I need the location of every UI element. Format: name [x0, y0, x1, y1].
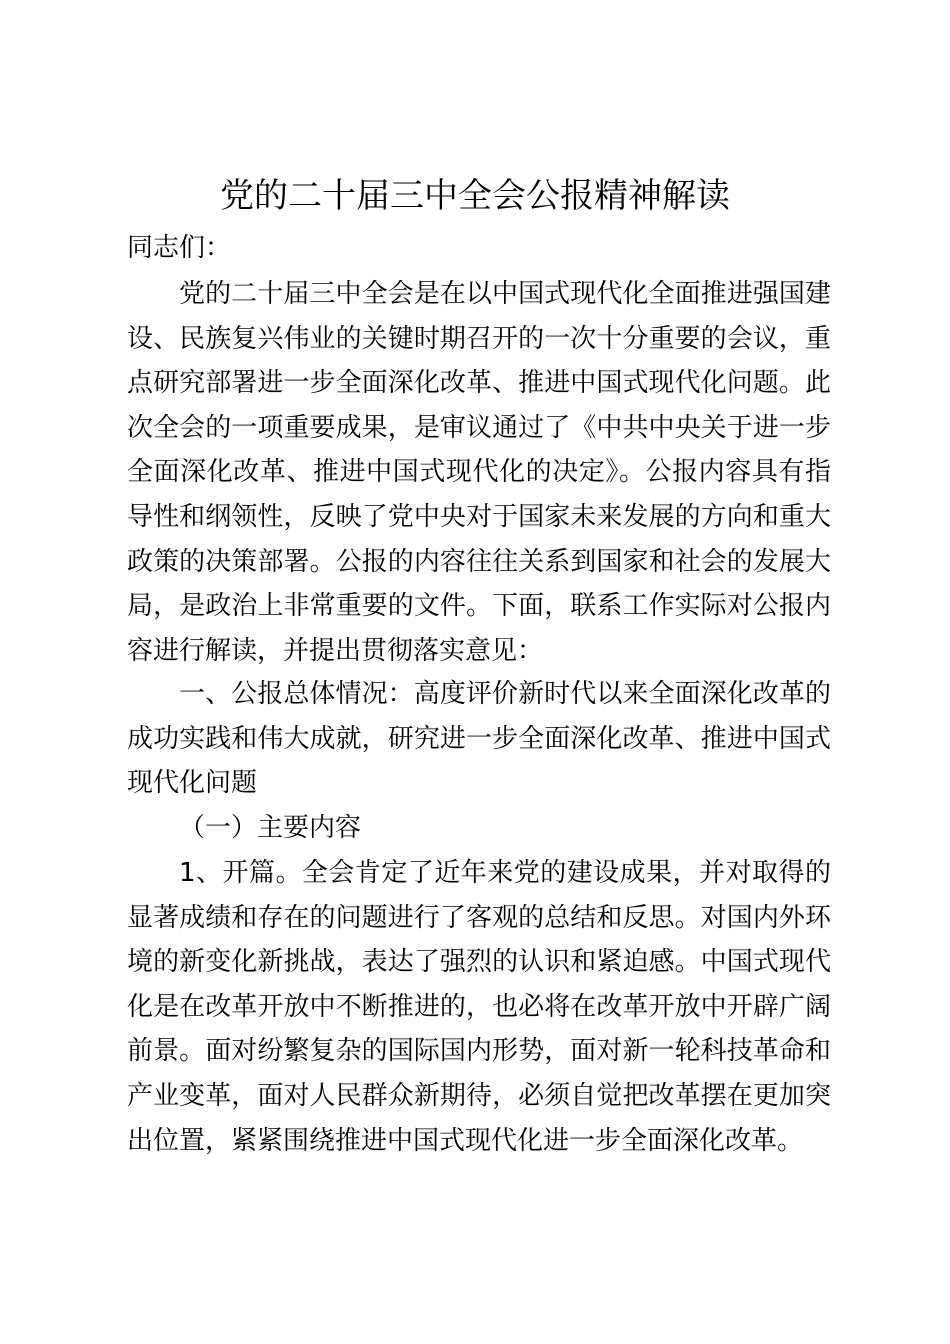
body-paragraph-1: 1、开篇。全会肯定了近年来党的建设成果，并对取得的显著成绩和存在的问题进行了客观的总结和反思。对国内外环境的新变化新挑战，表达了强烈的认识和紧迫感。中国式现代化是在改革开放中不断推进的，也必将在改革开放中开辟广阔前景。面对纷繁复杂的国际国内形势，面对新一轮科技革命和产业变革，面对人民群众新期待，必须自觉把改革摆在更加突出位置，紧紧围绕推进中国式现代化进一步全面深化改革。 — [127, 858, 831, 1156]
section-heading-1: 一、公报总体情况：高度评价新时代以来全面深化改革的成功实践和伟大成就，研究进一步全面深化改革、推进中国式现代化问题 — [127, 679, 831, 799]
document-title: 党的二十届三中全会公报精神解读 — [220, 176, 730, 216]
salutation: 同志们： — [127, 233, 232, 263]
subsection-heading-1: （一）主要内容 — [179, 813, 362, 843]
intro-paragraph: 党的二十届三中全会是在以中国式现代化全面推进强国建设、民族复兴伟业的关键时期召开的一次十分重要的会议，重点研究部署进一步全面深化改革、推进中国式现代化问题。此次全会的一项重要成果，是审议通过了《中共中央关于进一步全面深化改革、推进中国式现代化的决定》。公报内容具有指导性和纲领性，反映了党中央对于国家未来发展的方向和重大政策的决策部署。公报的内容往往关系到国家和社会的发展大局，是政治上非常重要的文件。下面，联系工作实际对公报内容进行解读，并提出贯彻落实意见： — [127, 279, 831, 666]
